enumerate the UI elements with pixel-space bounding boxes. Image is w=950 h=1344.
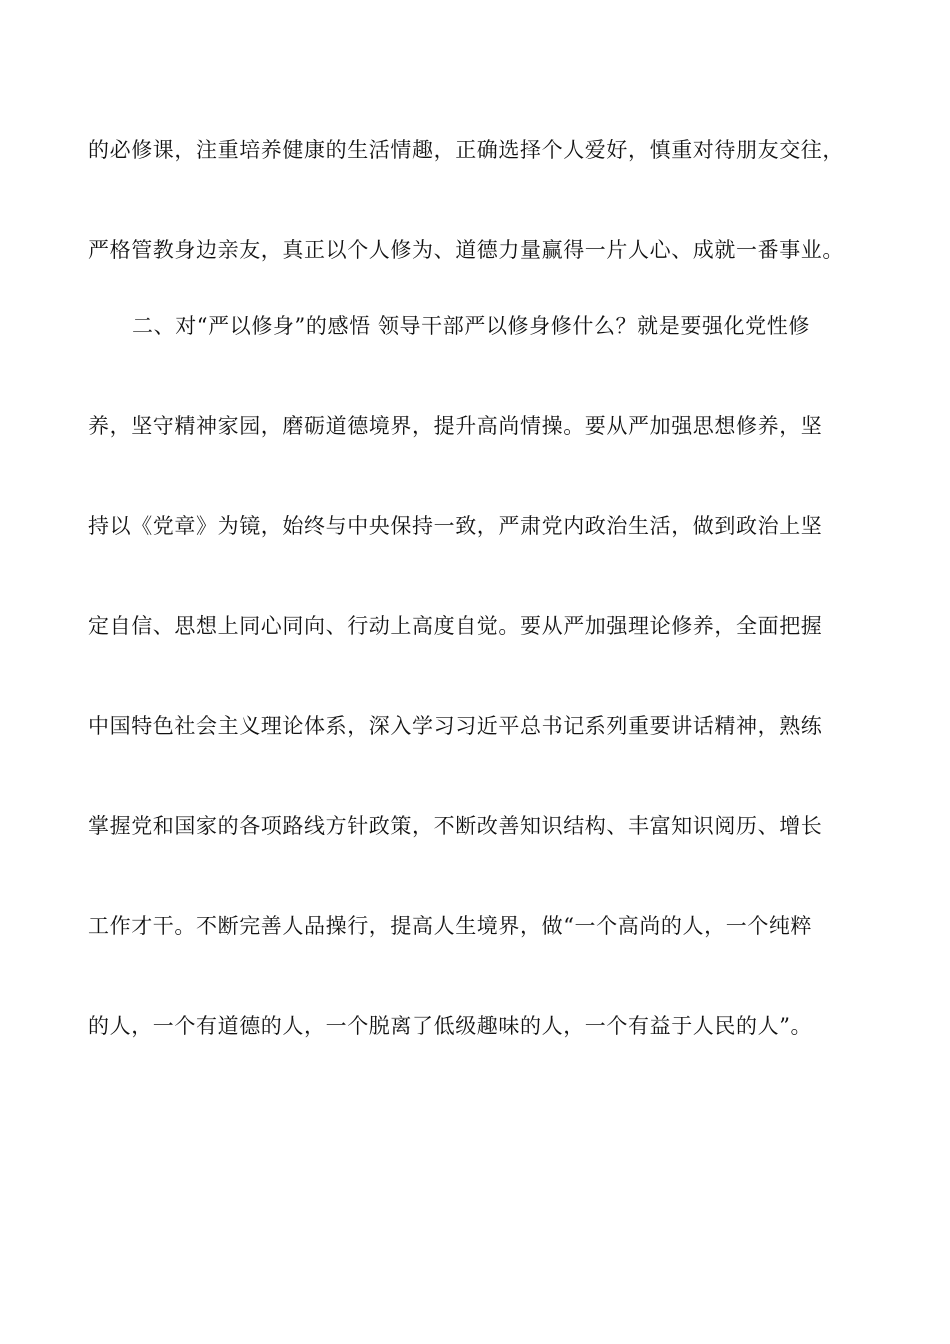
text-line: 的必修课，注重培养健康的生活情趣，正确选择个人爱好，慎重对待朋友交往， bbox=[88, 138, 844, 162]
text-line: 工作才干。不断完善人品操行，提高人生境界，做“一个高尚的人，一个纯粹 bbox=[88, 914, 813, 938]
section-heading-line: 二、对“严以修身”的感悟 领导干部严以修身修什么？就是要强化党性修 bbox=[132, 314, 810, 338]
text-line: 严格管教身边亲友，真正以个人修为、道德力量赢得一片人心、成就一番事业。 bbox=[88, 238, 844, 262]
text-line: 持以《党章》为镜，始终与中央保持一致，严肃党内政治生活，做到政治上坚 bbox=[88, 514, 823, 538]
text-line: 的人，一个有道德的人，一个脱离了低级趣味的人，一个有益于人民的人”。 bbox=[88, 1014, 813, 1038]
text-line: 定自信、思想上同心同向、行动上高度自觉。要从严加强理论修养，全面把握 bbox=[88, 614, 823, 638]
text-line: 养，坚守精神家园，磨砺道德境界，提升高尚情操。要从严加强思想修养，坚 bbox=[88, 414, 823, 438]
text-line: 掌握党和国家的各项路线方针政策，不断改善知识结构、丰富知识阅历、增长 bbox=[88, 814, 823, 838]
text-line: 中国特色社会主义理论体系，深入学习习近平总书记系列重要讲话精神，熟练 bbox=[88, 714, 823, 738]
